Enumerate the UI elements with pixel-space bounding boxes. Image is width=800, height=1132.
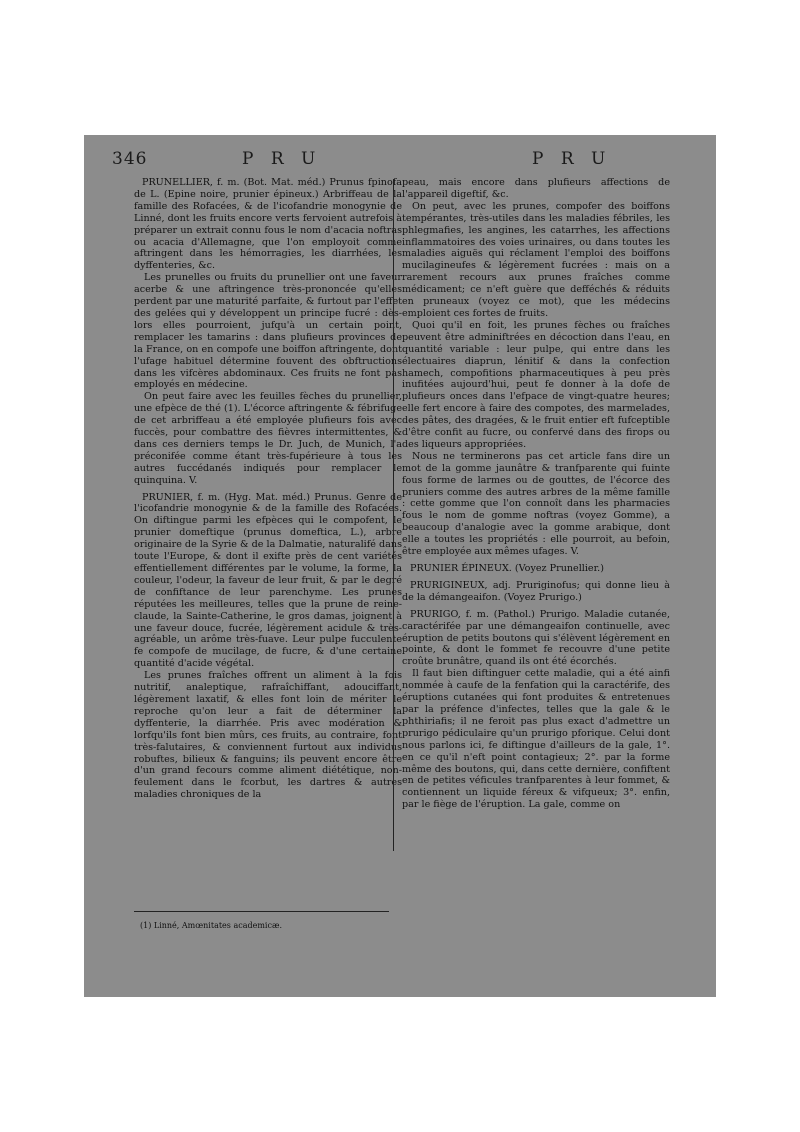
entry-prurigineux: PRURIGINEUX, adj. Pruriginofus; qui donne lieu à de la démangeaifon. (Voyez Prurigo.) [402, 579, 670, 603]
entry-prunier-epineux: PRUNIER ÉPINEUX. (Voyez Prunellier.) [410, 563, 604, 574]
entry-prunier: PRUNIER, f. m. (Hyg. Mat. méd.) Prunus. Genre de l'icofandrie monogynie & de la famille des Rofacées. On diftingue parmi les efpèces qui le compofent, le prunier domeftique (prunus domeftica, L.), arbre originaire de la Syrie & de la Dalmatie, naturalifé dans toute l'Europe, & dont il exifte près de cent variétés effentiellement différentes par le volume, la forme, la couleur, l'odeur, la faveur de leur fruit, & par le degré de confiftance de leur parenchyme. Les prunes réputées les meilleures, telles que la prune de reine-claude, la Sainte-Catherine, le gros damas, joignent à une faveur douce, fucrée, légèrement acidule & très-agréable, un arôme très-fuave. Leur pulpe fucculente fe compofe de mucilage, de fucre, & d'une certaine quantité d'acide végétal. [134, 491, 402, 670]
footnote: (1) Linné, Amœnitates academicæ. [140, 921, 282, 930]
paragraph: Les prunes fraîches offrent un aliment à la fois nutritif, analeptique, rafraîchiffant, adouciffant, légèrement laxatif, & elles font loin de mériter le reproche qu'on leur a fait de déterminer la dyffenterie, la diarrhée. Pris avec modération & lorfqu'ils font bien mûrs, ces fruits, au contraire, font très-falutaires, & conviennent furtout aux individus robuftes, bilieux & fanguins; ils peuvent encore être d'un grand fecours comme aliment diététique, non-feulement dans le fcorbut, les dartres & autres maladies chroniques de la [134, 670, 402, 801]
footnote-rule [134, 911, 389, 912]
entry-prurigo: PRURIGO, f. m. (Pathol.) Prurigo. Maladie cutanée, caractérifée par une démangeaifon continuelle, avec éruption de petits boutons qui s'élèvent légèrement en pointe, & dont le fommet fe recouvre d'une petite croûte brunâtre, quand ils ont été écorchés. [402, 608, 670, 668]
paragraph: Il faut bien diftinguer cette maladie, qui a été ainfi nommée à caufe de la fenfation qui la caractérife, des éruptions cutanées qui font produites & entretenues par la préfence d'infectes, telles que la gale & le phthiriafis; il ne feroit pas plus exact d'admettre un prurigo pédiculaire qu'un prurigo pforique. Celui dont nous parlons ici, fe diftingue d'ailleurs de la gale, 1°. en ce qu'il n'eft point contagieux; 2°. par la forme même des boutons, qui, dans cette dernière, confiftent en de petites véficules tranfparentes à leur fommet, & contiennent un liquide féreux & vifqueux; 3°. enfin, par le fiège de l'éruption. La gale, comme on [402, 668, 670, 811]
running-header [112, 149, 688, 171]
entry-prunellier: PRUNELLIER, f. m. (Bot. Mat. méd.) Prunus fpinofa de L. (Epine noire, prunier épineux.) Arbriffeau de la famille des Rofacées, & de l'icofandrie monogynie de Linné, dont les fruits encore verts fervoient autrefois à préparer un extrait connu fous le nom d'acacia noftras ou acacia d'Allemagne, que l'on employoit comme aftringent dans les hémorragies, les diarrhées, les dyffenteries, &c. [134, 177, 402, 272]
paragraph: Nous ne terminerons pas cet article fans dire un mot de la gomme jaunâtre & tranfparente qui fuinte fous forme de larmes ou de gouttes, de l'écorce des pruniers comme des autres arbres de la même famille : cette gomme que l'on connoît dans les pharmacies fous le nom de gomme noftras (voyez Gomme), a beaucoup d'analogie avec la gomme arabique, dont elle a toutes les propriétés : elle pourroit, au befoin, être employée aux mêmes ufages. V. [402, 450, 670, 558]
header-left-word: P R U [242, 149, 322, 169]
paragraph: Quoi qu'il en foit, les prunes fèches ou fraîches peuvent être adminiftrées en décoction dans l'eau, en quantité variable : leur pulpe, qui entre dans les électuaires diaprun, lénitif & dans la confection hamech, compofitions pharmaceutiques à peu près inufitées aujourd'hui, peut fe donner à la dofe de plufieurs onces dans l'efpace de vingt-quatre heures; elle fert encore à faire des compotes, des marmelades, des pâtes, des dragées, & le fruit entier eft fufceptible d'être confit au fucre, ou confervé dans des firops ou des liqueurs appropriées. [402, 319, 670, 450]
column-divider [393, 179, 394, 851]
header-right-word: P R U [532, 149, 612, 169]
paragraph: On peut, avec les prunes, compofer des boiffons tempérantes, très-utiles dans les maladies fébriles, les phlegmafies, les angines, les catarrhes, les affections inflammatoires des voies urinaires, ou dans toutes les maladies aiguës qui réclament l'emploi des boiffons mucilagineufes & légèrement fucrées : mais on a rarement recours aux prunes fraîches comme médicament; ce n'eft guère que defféchés & réduits en pruneaux (voyez ce mot), que les médecins emploient ces fortes de fruits. [402, 200, 670, 319]
page-number: 346 [112, 149, 148, 169]
paragraph: peau, mais encore dans plufieurs affections de l'appareil digeftif, &c. [402, 177, 670, 200]
paragraph: Les prunelles ou fruits du prunellier ont une faveur acerbe & une aftringence très-prononcée qu'elles perdent par une maturité parfaite, & furtout par l'effet des gelées qui y développent un principe fucré : dès-lors elles pourroient, jufqu'à un certain point, remplacer les tamarins : dans plufieurs provinces de la France, on en compofe une boiffon aftringente, dont l'ufage habituel détermine fouvent des obftructions dans les vifcères abdominaux. Ces fruits ne font pas employés en médecine. [134, 272, 402, 391]
right-column [402, 177, 670, 811]
paragraph: On peut faire avec les feuilles fèches du prunellier, une efpèce de thé (1). L'écorce aftringente & fébrifuge de cet arbriffeau a été employée plufieurs fois avec fuccès, pour combattre des fièvres intermittentes, & dans ces derniers temps le Dr. Juch, de Munich, l'a préconifée comme étant très-fupérieure à tous les autres fuccédanés indiqués pour remplacer le quinquina. V. [134, 391, 402, 486]
left-column [134, 177, 402, 801]
book-page [84, 135, 716, 997]
